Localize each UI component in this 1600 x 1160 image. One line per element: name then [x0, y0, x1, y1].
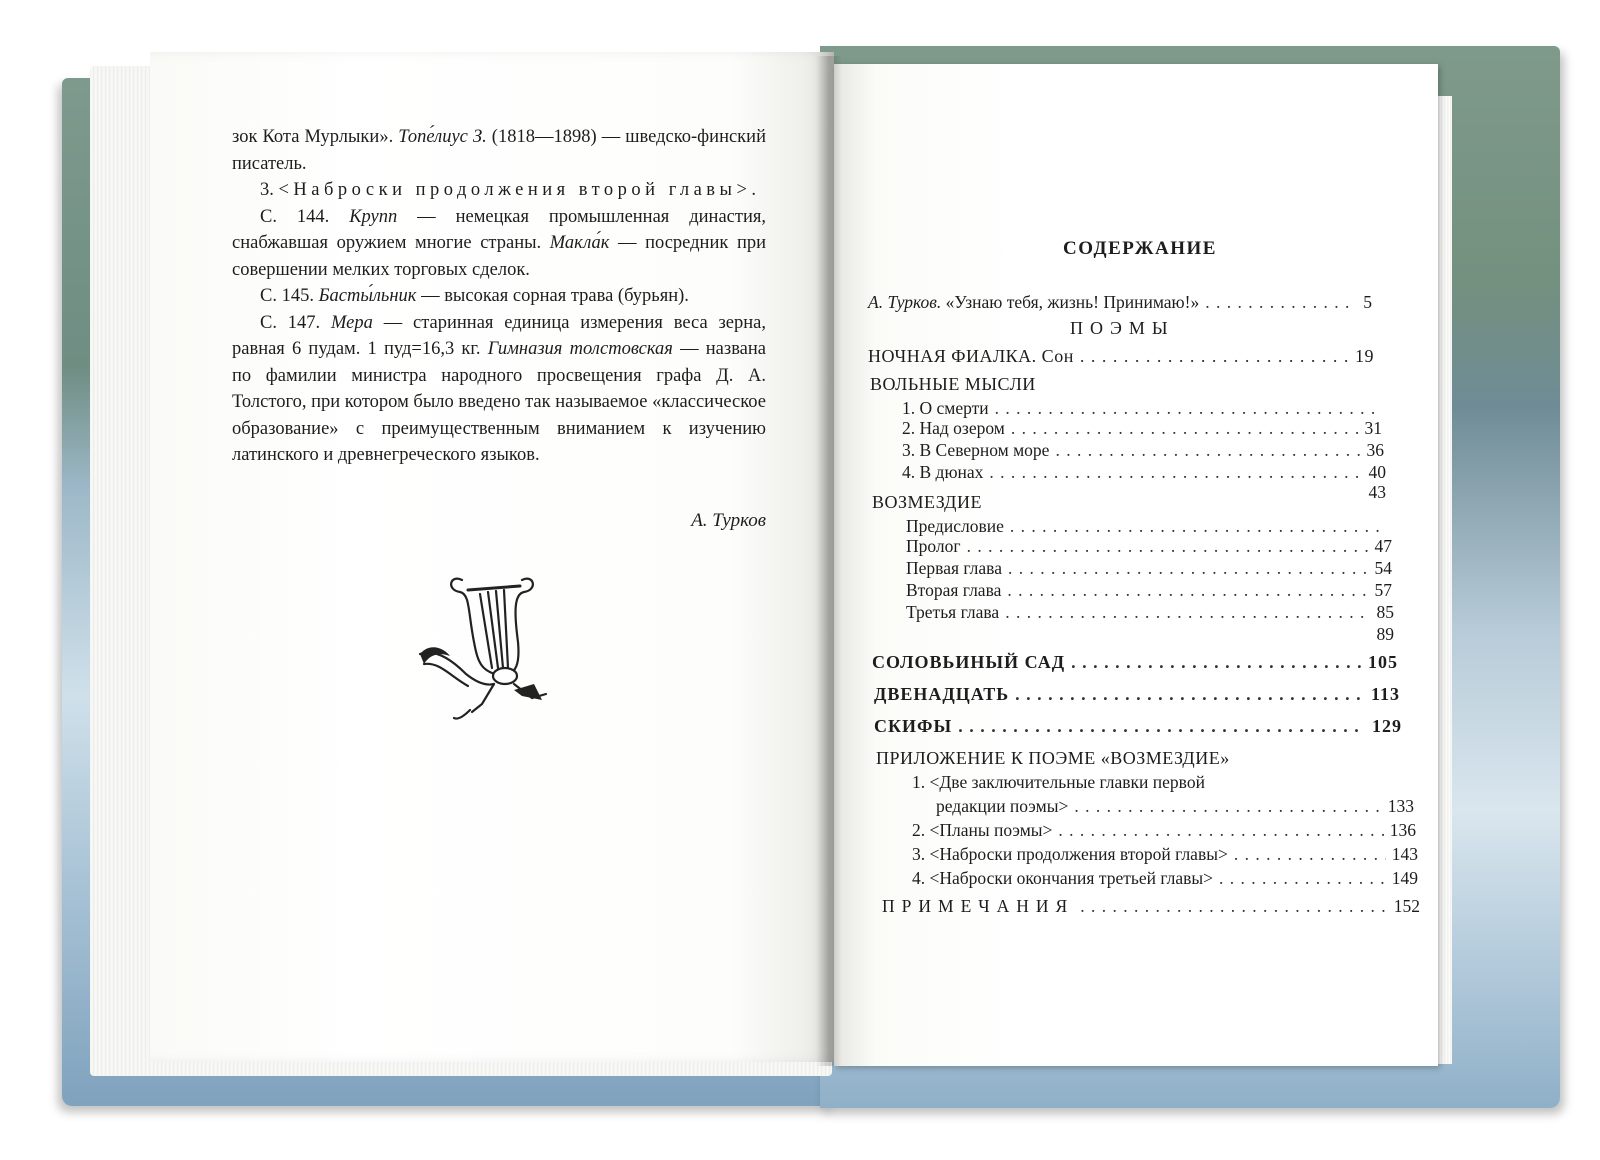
toc-label: Третья глава [906, 602, 1000, 622]
toc-entry [882, 896, 1420, 917]
toc-entry [868, 346, 1374, 367]
note-paragraph [232, 177, 766, 204]
toc-page-number: 149 [1391, 868, 1418, 888]
toc-page-number: 36 [1366, 440, 1384, 460]
toc-entry [902, 462, 1386, 483]
leader-dots [1015, 684, 1365, 705]
note-text: — названа по фамилии министра народного просвещения графа Д. А. Толстого, при котором было введено так называемое «классическое образование» с преимущественным вниманием к изучению латинского и древнегреческого языков. [232, 339, 767, 465]
toc-page-number: 113 [1370, 684, 1400, 704]
note-text: — немецкая промышленная династия, снабжавшая оружием многие страны. [232, 206, 766, 253]
toc-label: 3. <Наброски продолжения второй главы> [912, 844, 1228, 864]
toc-entry [906, 602, 1394, 623]
toc-page-number: 19 [1355, 346, 1374, 366]
note-term: Макла́к [549, 233, 610, 253]
toc-page-number: 54 [1374, 558, 1392, 578]
toc-entry [906, 558, 1392, 579]
toc-label: 4. <Наброски окончания третьей главы> [912, 868, 1214, 888]
section-heading: ПОЭМЫ [1070, 318, 1175, 338]
toc-page-number: 152 [1393, 896, 1420, 916]
toc-label: Первая глава [906, 558, 1002, 578]
toc-entry [912, 868, 1418, 889]
note-term: Крупп [349, 206, 398, 227]
toc-entry [874, 716, 1402, 737]
leader-dots [1008, 558, 1369, 579]
toc-label: СКИФЫ [874, 716, 953, 736]
toc-entry [902, 398, 1382, 419]
note-term: Топе́лиус З. [398, 127, 487, 147]
toc-entry [1360, 482, 1386, 503]
note-text: . [751, 180, 757, 200]
note-text: зок Кота Мурлыки». [232, 127, 399, 147]
note-text: — высокая сорная трава (бурьян). [416, 286, 689, 306]
toc-entry [912, 844, 1418, 865]
note-paragraph [232, 310, 766, 469]
leader-dots [989, 462, 1362, 483]
note-text: С. 147. [260, 312, 331, 333]
toc-entry [906, 536, 1392, 557]
toc-label: Пролог [906, 536, 961, 556]
note-paragraph [232, 283, 766, 310]
book-gutter [816, 56, 842, 1066]
toc-label: ВОЗМЕЗДИЕ [872, 492, 982, 512]
toc-entry [1360, 624, 1394, 645]
toc-page-number: 133 [1387, 796, 1414, 816]
toc-entry [936, 796, 1414, 817]
toc-label: 2. Над озером [902, 418, 1005, 438]
note-text: С. 145. [260, 286, 319, 306]
leader-dots [1007, 580, 1368, 601]
toc-label: 4. В дюнах [902, 462, 984, 482]
toc-label: ДВЕНАДЦАТЬ [874, 684, 1010, 704]
toc-entry [906, 516, 1390, 537]
leader-dots [1071, 652, 1362, 673]
leader-dots [1058, 820, 1383, 841]
leader-dots [1005, 602, 1370, 623]
toc-label: ВОЛЬНЫЕ МЫСЛИ [870, 374, 1036, 394]
toc-page-number: 85 [1376, 602, 1394, 622]
note-text: С. 144. [260, 206, 350, 227]
toc-entry [906, 580, 1392, 601]
toc-label: ПРИМЕЧАНИЯ [882, 896, 1075, 916]
leader-dots [1205, 292, 1357, 313]
contents-title: СОДЕРЖАНИЕ [1063, 238, 1217, 259]
leader-dots [1219, 868, 1386, 889]
toc-author: А. Турков. [868, 292, 942, 312]
page-edges-right [1436, 96, 1452, 1064]
leader-dots [1010, 516, 1384, 537]
note-text: — старинная единица измерения веса зерна, равная 6 пудам. 1 пуд=16,3 кг. [232, 312, 767, 359]
toc-label: 2. <Планы поэмы> [912, 820, 1053, 840]
toc-page-number: 5 [1363, 292, 1372, 312]
toc-label: 3. В Северном море [902, 440, 1050, 460]
leader-dots [1080, 346, 1349, 367]
toc-label [868, 292, 1199, 313]
note-term: Мера [331, 312, 373, 333]
toc-label: 1. <Две заключительные главки первой [912, 772, 1205, 792]
toc-page-number: 129 [1372, 716, 1402, 736]
toc-intro-title: «Узнаю тебя, жизнь! Принимаю!» [945, 292, 1200, 312]
toc-page-number: 136 [1389, 820, 1416, 840]
leader-dots [967, 536, 1369, 557]
toc-entry [902, 418, 1382, 439]
leader-dots [1074, 796, 1381, 817]
leader-dots [958, 716, 1366, 737]
note-term: Басты́льник [318, 286, 417, 306]
toc-label: 1. О смерти [902, 398, 989, 418]
toc-label: СОЛОВЬИНЫЙ САД [872, 652, 1066, 672]
leader-dots [1234, 844, 1386, 865]
lyre-ornament [410, 572, 570, 722]
toc-page-number: 57 [1374, 580, 1392, 600]
note-section-title: <Наброски продолжения второй главы> [278, 180, 752, 200]
leader-dots [1055, 440, 1360, 461]
toc-page-number: 105 [1368, 652, 1398, 672]
toc-entry [902, 440, 1384, 461]
toc-entry [868, 292, 1372, 313]
toc-label: Предисловие [906, 516, 1004, 536]
note-term: Гимназия толстовская [487, 339, 673, 359]
toc-page-number: 89 [1376, 624, 1394, 644]
toc-label: ПРИЛОЖЕНИЕ К ПОЭМЕ «ВОЗМЕЗДИЕ» [876, 748, 1230, 768]
toc-page-number: 40 [1368, 462, 1386, 482]
toc-page-number: 143 [1391, 844, 1418, 864]
toc-page-number: 47 [1374, 536, 1392, 556]
toc-entry [872, 652, 1398, 673]
note-paragraph [232, 124, 766, 177]
leader-dots [1080, 896, 1388, 917]
toc-page-number: 43 [1368, 482, 1386, 502]
signature: А. Турков [691, 510, 766, 531]
note-text: 3. [260, 180, 279, 200]
notes-text [232, 124, 766, 469]
note-text: (1818—1898) — шведско-финский писатель. [232, 127, 766, 174]
note-paragraph [232, 204, 766, 284]
leader-dots [995, 398, 1376, 419]
toc-page-number: 31 [1364, 418, 1382, 438]
toc-label: Вторая глава [906, 580, 1002, 600]
toc-label: редакции поэмы> [936, 796, 1069, 816]
toc-label: НОЧНАЯ ФИАЛКА. Сон [868, 346, 1074, 366]
toc-entry [912, 820, 1416, 841]
note-text: — посредник при совершении мелких торговых сделок. [232, 233, 767, 280]
toc-entry [874, 684, 1400, 705]
leader-dots [1011, 418, 1359, 439]
